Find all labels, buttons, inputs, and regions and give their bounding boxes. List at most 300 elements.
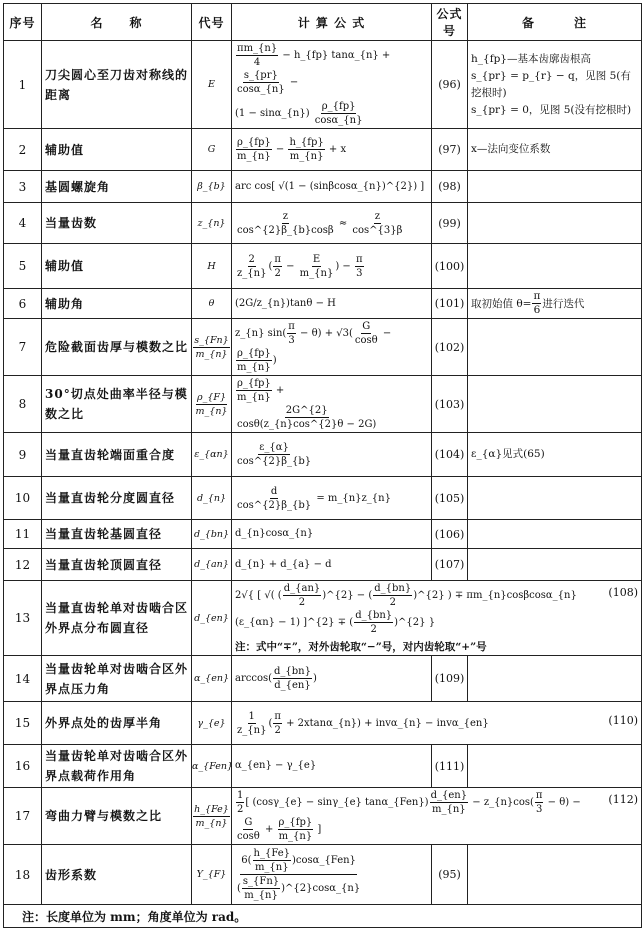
formula-cell [232, 244, 432, 289]
formula-text: γ_{e} [197, 717, 226, 729]
fraction [236, 42, 278, 69]
fraction [236, 69, 286, 96]
formula-number: (101) [432, 289, 468, 319]
formula-text: m_{n} [244, 890, 278, 901]
denominator [236, 391, 272, 404]
expression [197, 869, 227, 880]
formula-text: + [261, 824, 277, 835]
numerator [193, 334, 229, 348]
formula-text: G [362, 321, 371, 332]
expression [533, 290, 540, 302]
formula-cell [232, 376, 432, 433]
fraction [278, 816, 314, 843]
row-index: 7 [4, 319, 42, 376]
formula-text: m_{n} [254, 862, 289, 873]
formula-text: − θ) − [544, 797, 581, 808]
expression [274, 254, 281, 265]
formula-number: (97) [432, 129, 468, 171]
formula-number: (109) [432, 656, 468, 702]
item-symbol [192, 319, 232, 376]
numerator [236, 347, 272, 361]
fraction [273, 665, 312, 692]
formula-text: π [274, 710, 281, 722]
numerator [374, 210, 381, 224]
expression [271, 486, 277, 497]
numerator [243, 69, 279, 83]
formula-text: G [244, 817, 253, 828]
formula-text: + 2xtanα_{n}) + invα_{n} − invα_{en} [282, 717, 489, 729]
fraction [236, 253, 267, 280]
expression [471, 53, 591, 65]
header-formula: 计 算 公 式 [232, 4, 432, 41]
fraction [193, 334, 229, 361]
item-symbol [192, 656, 232, 702]
formula-text: α_{Fen} [192, 760, 234, 772]
remark-line [471, 102, 638, 119]
item-name: 弯曲力臂与模数之比 [42, 788, 192, 845]
numerator [361, 320, 371, 334]
formula-table [3, 3, 642, 928]
row-index: 4 [4, 203, 42, 244]
expression [237, 84, 285, 95]
expression [355, 610, 392, 621]
item-name: 当量直齿轮分度圆直径 [42, 477, 192, 520]
expression [471, 448, 545, 460]
expression [194, 673, 229, 684]
formula-text: d_{bn} [374, 583, 412, 594]
fraction [236, 136, 272, 163]
numerator [535, 789, 544, 803]
denominator [236, 499, 312, 512]
formula-text: 2 [274, 724, 281, 736]
formula-text: ε_{α}见式(65) [471, 448, 545, 460]
table-row [4, 244, 642, 289]
denominator [253, 56, 261, 69]
formula-text: s_{pr} [243, 70, 278, 81]
formula-text: = m_{n}z_{n} [313, 492, 391, 504]
expression [196, 349, 228, 360]
header-index: 序号 [4, 4, 42, 41]
remarks [468, 319, 642, 376]
expression [235, 298, 336, 309]
denominator [354, 334, 379, 347]
formula-text: h_{fp}—基本齿廓齿根高 [471, 52, 591, 65]
remarks [468, 433, 642, 477]
expression [471, 290, 585, 316]
formula-cell [232, 788, 642, 845]
expression [237, 790, 243, 801]
formula-text: − h_{fp} tanα_{n} + [279, 50, 391, 61]
remark-line [471, 51, 638, 68]
formula-text: h_{Fe} [194, 803, 229, 815]
formula-text: )^{2}cosα_{n} [281, 883, 361, 894]
formula-text: d [270, 485, 278, 497]
row-index: 10 [4, 477, 42, 520]
table-row [4, 656, 642, 702]
fraction [283, 582, 322, 609]
expression [356, 254, 363, 265]
table-row [4, 549, 642, 581]
expression [237, 362, 271, 373]
expression [235, 253, 365, 279]
expression [362, 321, 370, 332]
formula-text: cosθ [354, 335, 378, 346]
formula-text: ρ_{fp} [237, 348, 271, 359]
denominator [355, 267, 363, 280]
formula-number: (95) [432, 845, 468, 905]
formula-text: )cosα_{Fen} [292, 855, 356, 866]
expression [235, 181, 424, 192]
numerator [258, 441, 290, 455]
formula-text: π [533, 290, 541, 302]
expression [290, 151, 324, 162]
fraction [287, 320, 296, 347]
expression [209, 298, 215, 309]
expression [235, 666, 317, 691]
row-index: 9 [4, 433, 42, 477]
expression [390, 597, 396, 608]
formula-cell [232, 702, 642, 745]
numerator [430, 789, 468, 803]
denominator [389, 596, 397, 609]
item-name: 30°切点处曲率半径与模数之比 [42, 376, 192, 433]
formula-text: )^{2} } [394, 617, 436, 628]
remarks [468, 129, 642, 171]
formula-text: 3 [356, 267, 363, 279]
expression [254, 57, 260, 68]
formula-text: π [355, 253, 363, 265]
fraction [236, 816, 261, 843]
formula-text: cosθ(z_{n}cos^{2}θ − 2G) [237, 419, 377, 430]
formula-text: ρ_{fp} [321, 101, 356, 112]
formula-text: Y_{F} [196, 869, 227, 880]
denominator [533, 304, 542, 317]
formula-cell [232, 845, 432, 905]
formula-text: − z_{n}cos( [469, 797, 534, 808]
item-name: 外界点处的齿厚半角 [42, 702, 192, 745]
numerator [282, 210, 289, 224]
item-symbol [192, 520, 232, 549]
denominator [236, 875, 361, 902]
table-row [4, 171, 642, 203]
formula-text: [ (cosγ_{e} − sinγ_{e} tanα_{Fen}) [245, 797, 429, 808]
formula-text: s_{Fn} [242, 876, 280, 887]
item-symbol [192, 129, 232, 171]
formula-cell [232, 433, 432, 477]
expression [249, 254, 255, 265]
expression [208, 79, 215, 90]
row-index: 1 [4, 41, 42, 129]
expression [237, 348, 271, 359]
formula-text: 进行迭代 [542, 297, 585, 310]
expression [274, 680, 310, 691]
denominator [195, 348, 229, 361]
numerator [283, 582, 322, 596]
fraction [373, 582, 412, 609]
expression [432, 804, 466, 815]
item-symbol [192, 289, 232, 319]
denominator [273, 267, 281, 280]
expression [352, 225, 402, 236]
table-row [4, 581, 642, 656]
formula-cell [232, 745, 432, 788]
header-name: 名 称 [42, 4, 192, 41]
table-row [4, 129, 642, 171]
fraction [351, 210, 403, 237]
fraction [253, 847, 291, 874]
item-name: 当量直齿轮顶圆直径 [42, 549, 192, 581]
fraction [354, 320, 379, 347]
formula-text: d_{n}cosα_{n} [235, 528, 314, 539]
formula-text: 2G^{2} [285, 405, 328, 416]
numerator [193, 803, 230, 817]
formula-cell [232, 41, 432, 129]
table-row [4, 203, 642, 244]
formula-text: cos^{2}β_{b} [237, 456, 312, 467]
fraction [314, 100, 364, 127]
expression [237, 725, 266, 736]
formula-text: m_{n} [237, 151, 271, 162]
fraction [236, 210, 335, 237]
formula-text: cos^{2}β_{b}cosβ [237, 224, 334, 236]
numerator [273, 710, 282, 724]
numerator [243, 816, 253, 830]
denominator [195, 817, 229, 830]
formula-text: ( [237, 883, 241, 894]
expression [235, 559, 332, 570]
formula-text: 6 [533, 304, 541, 316]
denominator [278, 830, 314, 843]
item-symbol [192, 549, 232, 581]
formula-text: z_{n} [237, 724, 267, 736]
header-remarks: 备 注 [468, 4, 642, 41]
formula-text: ε_{αn} [194, 449, 229, 460]
denominator [369, 623, 377, 636]
denominator [243, 889, 279, 902]
formula-text: 2 [370, 624, 377, 635]
expression [197, 493, 226, 504]
item-name: 当量齿轮单对齿啮合区外界点压力角 [42, 656, 192, 702]
formula-text: 4 [253, 57, 261, 68]
expression [237, 137, 271, 148]
formula-cell [232, 319, 432, 376]
formula-number: (107) [432, 549, 468, 581]
formula-text: ) [312, 673, 317, 684]
table-row [4, 41, 642, 129]
formula-text: 2 [237, 804, 244, 815]
expression [194, 804, 229, 815]
expression [255, 862, 289, 873]
formula-text: h_{fp} [289, 137, 324, 148]
formula-text: d_{en} [430, 790, 468, 801]
formula-text: m_{n} [237, 362, 271, 373]
formula-number: (100) [432, 244, 468, 289]
formula-text: 6( [241, 855, 252, 866]
item-name: 当量直齿轮单对齿啮合区外界点分布圆直径 [42, 581, 192, 656]
formula-text: m_{n} [237, 392, 271, 403]
expression [192, 803, 231, 829]
item-name: 刀尖圆心至刀齿对称线的距离 [42, 41, 192, 129]
numerator [196, 391, 227, 405]
fraction [236, 404, 377, 431]
fraction [273, 253, 282, 280]
formula-text: x—法向变位系数 [471, 143, 551, 155]
item-symbol [192, 581, 232, 656]
expression [192, 761, 233, 772]
formula-text: θ [208, 298, 215, 309]
formula-text: 2√{ [ √( ( [235, 590, 282, 601]
formula-text: d_{bn} [355, 610, 393, 621]
item-symbol [192, 845, 232, 905]
expression [235, 710, 489, 736]
expression [279, 831, 313, 842]
table-row [4, 433, 642, 477]
expression [249, 711, 255, 722]
remark-line [471, 68, 638, 102]
formula-number: (108) [608, 586, 638, 599]
expression [322, 101, 356, 112]
formula-text: z [374, 210, 381, 222]
numerator [270, 485, 278, 499]
expression [237, 876, 361, 901]
denominator [236, 83, 286, 96]
expression [374, 583, 411, 594]
fraction [242, 875, 280, 902]
expression [194, 559, 229, 570]
expression [313, 254, 320, 265]
denominator [535, 803, 543, 816]
item-symbol [192, 477, 232, 520]
formula-text: ) − [335, 260, 354, 272]
formula-text: G [207, 144, 216, 155]
remarks [468, 41, 642, 129]
formula-cell [232, 477, 432, 520]
expression [194, 613, 229, 624]
formula-text: − [272, 144, 288, 155]
formula-text: 3 [536, 804, 543, 815]
formula-text: m_{n} [195, 405, 228, 417]
row-index: 13 [4, 581, 42, 656]
formula-text: 2 [298, 597, 306, 608]
numerator [287, 320, 296, 334]
denominator [351, 224, 403, 237]
denominator [195, 405, 229, 418]
formula-text: d_{en} [274, 680, 311, 691]
item-name: 当量直齿轮端面重合度 [42, 433, 192, 477]
formula-text: cosα_{n} [237, 84, 285, 95]
denominator [236, 455, 312, 468]
formula-cell [232, 171, 432, 203]
fraction [288, 136, 324, 163]
row-index: 3 [4, 171, 42, 203]
formula-text: d_{bn} [193, 528, 230, 540]
expression [197, 392, 226, 403]
fraction [236, 347, 272, 374]
expression [237, 378, 271, 389]
formula-text: cosα_{n} [314, 115, 363, 126]
table-row [4, 845, 642, 905]
expression [244, 890, 278, 901]
numerator [236, 136, 272, 150]
row-index: 5 [4, 244, 42, 289]
numerator [236, 377, 272, 391]
formula-text: arccos( [235, 673, 272, 684]
table-row [4, 520, 642, 549]
expression [300, 268, 334, 279]
formula-text: E [208, 79, 215, 90]
row-index: 15 [4, 702, 42, 745]
numerator [242, 875, 280, 889]
formula-number: (104) [432, 433, 468, 477]
formula-text: h_{Fe} [253, 848, 291, 859]
formula-cell [232, 129, 432, 171]
formula-text: ρ_{F} [196, 391, 226, 403]
numerator [354, 609, 393, 623]
expression [197, 718, 225, 729]
expression [198, 218, 226, 229]
row-index: 11 [4, 520, 42, 549]
row-index: 6 [4, 289, 42, 319]
row-index: 17 [4, 788, 42, 845]
formula-number: (96) [432, 41, 468, 129]
expression [237, 804, 243, 815]
item-name: 齿形系数 [42, 845, 192, 905]
formula-text: )^{2} − ( [322, 590, 373, 601]
table-row [4, 289, 642, 319]
formula-cell [232, 289, 432, 319]
denominator [236, 361, 272, 374]
table-row [4, 702, 642, 745]
formula-text: α_{en} [194, 673, 229, 684]
item-symbol [192, 203, 232, 244]
formula-text: 1 [237, 790, 244, 801]
formula-cell [232, 549, 432, 581]
formula-text: (1 − sinα_{n}) [235, 108, 313, 119]
formula-text: z_{n} sin( [235, 328, 287, 339]
expression [237, 831, 260, 842]
numerator [532, 290, 541, 304]
expression [534, 304, 541, 316]
footnote-row [4, 905, 642, 928]
numerator [373, 582, 412, 596]
formula-text: ≈ [335, 217, 351, 229]
fraction [195, 391, 229, 418]
denominator [314, 114, 364, 127]
formula-text: cos^{3}β [352, 224, 403, 236]
formula-text: ρ_{fp} [237, 137, 271, 148]
formula-text: 取初始值 θ= [471, 297, 532, 310]
formula-text: α_{en} − γ_{e} [235, 760, 317, 771]
item-name: 基圆螺旋角 [42, 171, 192, 203]
remarks [468, 289, 642, 319]
numerator [278, 816, 314, 830]
expression [299, 597, 305, 608]
row-index: 14 [4, 656, 42, 702]
denominator [273, 724, 281, 737]
fraction [236, 485, 312, 512]
numerator [312, 253, 321, 267]
fraction [236, 710, 267, 737]
formula-text: + x [325, 144, 347, 155]
remark-line [471, 141, 638, 158]
formula-text: m_{n} [299, 267, 334, 279]
formula-text: 3 [288, 335, 295, 346]
remarks [468, 549, 642, 581]
formula-text: ε_{α} [259, 442, 289, 453]
fraction [273, 710, 282, 737]
expression [286, 405, 328, 416]
fraction [236, 847, 361, 902]
